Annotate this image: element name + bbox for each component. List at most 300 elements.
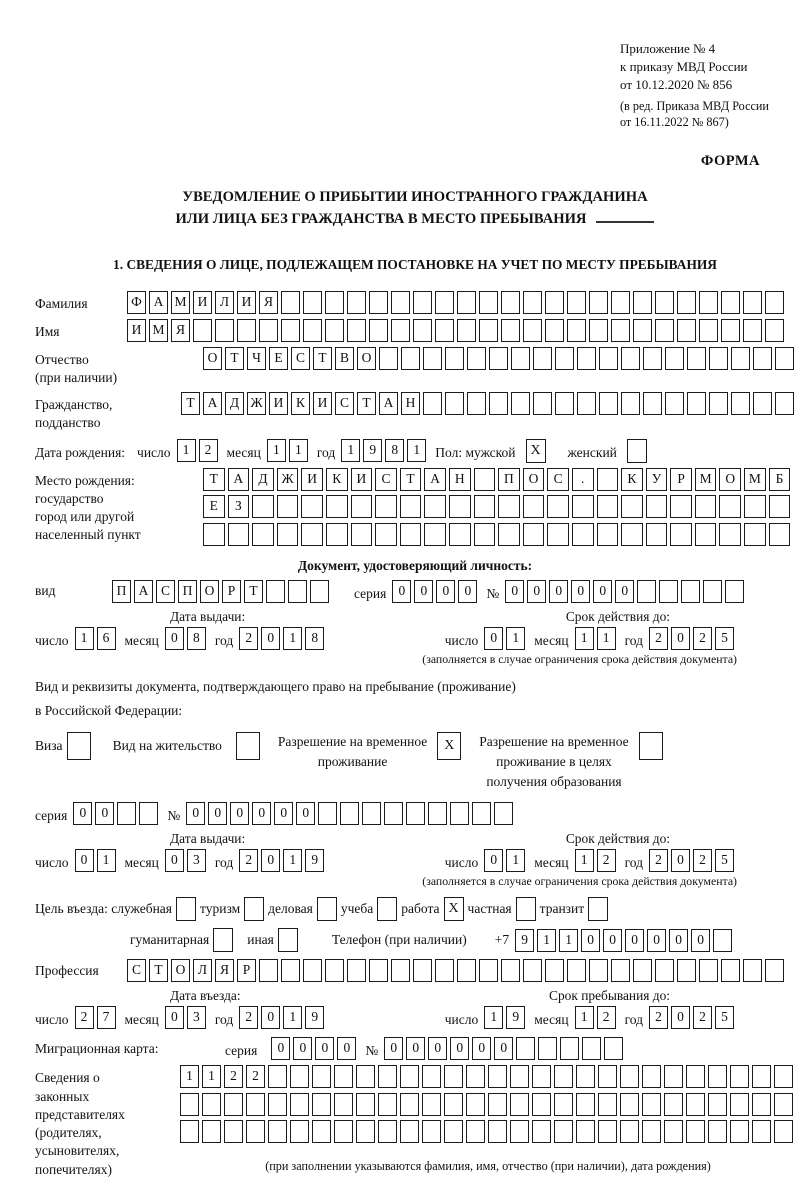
char-cell[interactable]: 0 <box>549 580 568 603</box>
char-cell[interactable]: Р <box>222 580 241 603</box>
char-cell[interactable] <box>474 523 496 546</box>
char-cell[interactable] <box>677 959 696 982</box>
char-cell[interactable]: 2 <box>693 627 712 650</box>
char-cell[interactable] <box>378 1093 397 1116</box>
char-cell[interactable] <box>457 319 476 342</box>
char-cell[interactable]: 0 <box>571 580 590 603</box>
char-cell[interactable] <box>356 1120 375 1143</box>
char-cell[interactable] <box>391 319 410 342</box>
char-cell[interactable]: 2 <box>224 1065 243 1088</box>
char-cell[interactable]: . <box>572 468 594 491</box>
visa-checkbox[interactable] <box>67 732 91 760</box>
char-cell[interactable] <box>687 347 706 370</box>
char-cell[interactable] <box>655 319 674 342</box>
char-cell[interactable] <box>532 1065 551 1088</box>
purpose-transit-checkbox[interactable] <box>588 897 608 921</box>
char-cell[interactable] <box>334 1120 353 1143</box>
char-cell[interactable]: Н <box>449 468 471 491</box>
char-cell[interactable] <box>277 495 299 518</box>
char-cell[interactable] <box>312 1093 331 1116</box>
char-cell[interactable]: 1 <box>537 929 556 952</box>
char-cell[interactable]: О <box>200 580 219 603</box>
char-cell[interactable] <box>489 347 508 370</box>
char-cell[interactable] <box>769 523 791 546</box>
char-cell[interactable]: Л <box>215 291 234 314</box>
char-cell[interactable] <box>532 1093 551 1116</box>
char-cell[interactable]: И <box>301 468 323 491</box>
char-cell[interactable] <box>611 291 630 314</box>
char-cell[interactable]: 0 <box>615 580 634 603</box>
char-cell[interactable]: 0 <box>472 1037 491 1060</box>
char-cell[interactable]: Я <box>171 319 190 342</box>
char-cell[interactable] <box>721 319 740 342</box>
char-cell[interactable]: 0 <box>494 1037 513 1060</box>
char-cell[interactable] <box>445 347 464 370</box>
char-cell[interactable]: 8 <box>305 627 324 650</box>
char-cell[interactable]: 1 <box>202 1065 221 1088</box>
char-cell[interactable] <box>599 347 618 370</box>
char-cell[interactable] <box>400 1120 419 1143</box>
char-cell[interactable] <box>699 291 718 314</box>
char-cell[interactable] <box>567 959 586 982</box>
char-cell[interactable] <box>523 523 545 546</box>
char-cell[interactable] <box>457 291 476 314</box>
char-cell[interactable]: Т <box>203 468 225 491</box>
char-cell[interactable]: М <box>149 319 168 342</box>
char-cell[interactable] <box>391 959 410 982</box>
char-cell[interactable]: С <box>291 347 310 370</box>
char-cell[interactable] <box>334 1065 353 1088</box>
char-cell[interactable] <box>498 495 520 518</box>
char-cell[interactable]: И <box>351 468 373 491</box>
char-cell[interactable]: 1 <box>75 627 94 650</box>
char-cell[interactable]: 0 <box>671 849 690 872</box>
char-cell[interactable] <box>775 392 794 415</box>
char-cell[interactable]: 9 <box>363 439 382 462</box>
char-cell[interactable] <box>259 319 278 342</box>
char-cell[interactable]: С <box>127 959 146 982</box>
char-cell[interactable]: 2 <box>649 627 668 650</box>
char-cell[interactable] <box>655 291 674 314</box>
char-cell[interactable]: 0 <box>527 580 546 603</box>
char-cell[interactable]: О <box>719 468 741 491</box>
char-cell[interactable] <box>708 1093 727 1116</box>
char-cell[interactable]: Я <box>215 959 234 982</box>
char-cell[interactable]: К <box>326 468 348 491</box>
char-cell[interactable] <box>659 580 678 603</box>
char-cell[interactable] <box>713 929 732 952</box>
char-cell[interactable]: 0 <box>671 627 690 650</box>
char-cell[interactable]: М <box>171 291 190 314</box>
char-cell[interactable]: Р <box>670 468 692 491</box>
purpose-study-checkbox[interactable] <box>377 897 397 921</box>
char-cell[interactable] <box>510 1093 529 1116</box>
char-cell[interactable]: 0 <box>165 627 184 650</box>
char-cell[interactable]: З <box>228 495 250 518</box>
char-cell[interactable]: 0 <box>450 1037 469 1060</box>
char-cell[interactable] <box>301 495 323 518</box>
char-cell[interactable] <box>598 1120 617 1143</box>
char-cell[interactable] <box>686 1065 705 1088</box>
char-cell[interactable]: 1 <box>559 929 578 952</box>
char-cell[interactable] <box>479 319 498 342</box>
char-cell[interactable] <box>413 959 432 982</box>
char-cell[interactable] <box>466 1093 485 1116</box>
char-cell[interactable]: 0 <box>296 802 315 825</box>
char-cell[interactable] <box>523 495 545 518</box>
char-cell[interactable] <box>252 495 274 518</box>
char-cell[interactable] <box>325 291 344 314</box>
char-cell[interactable]: 8 <box>187 627 206 650</box>
char-cell[interactable] <box>642 1093 661 1116</box>
char-cell[interactable] <box>687 392 706 415</box>
char-cell[interactable]: Ф <box>127 291 146 314</box>
char-cell[interactable]: П <box>498 468 520 491</box>
char-cell[interactable]: Т <box>400 468 422 491</box>
char-cell[interactable] <box>523 291 542 314</box>
char-cell[interactable]: 2 <box>693 849 712 872</box>
char-cell[interactable] <box>303 959 322 982</box>
char-cell[interactable]: 0 <box>261 1006 280 1029</box>
char-cell[interactable] <box>731 392 750 415</box>
char-cell[interactable] <box>523 959 542 982</box>
char-cell[interactable] <box>744 495 766 518</box>
char-cell[interactable] <box>423 347 442 370</box>
char-cell[interactable]: 0 <box>458 580 477 603</box>
char-cell[interactable] <box>488 1093 507 1116</box>
char-cell[interactable] <box>288 580 307 603</box>
char-cell[interactable] <box>621 495 643 518</box>
char-cell[interactable] <box>379 347 398 370</box>
char-cell[interactable] <box>424 495 446 518</box>
char-cell[interactable] <box>457 959 476 982</box>
char-cell[interactable] <box>555 347 574 370</box>
char-cell[interactable] <box>413 319 432 342</box>
char-cell[interactable]: 2 <box>239 627 258 650</box>
char-cell[interactable] <box>545 319 564 342</box>
char-cell[interactable] <box>356 1093 375 1116</box>
char-cell[interactable] <box>259 959 278 982</box>
char-cell[interactable] <box>422 1120 441 1143</box>
char-cell[interactable]: Н <box>401 392 420 415</box>
char-cell[interactable]: 2 <box>597 1006 616 1029</box>
char-cell[interactable]: 1 <box>289 439 308 462</box>
char-cell[interactable]: И <box>193 291 212 314</box>
char-cell[interactable] <box>467 392 486 415</box>
char-cell[interactable]: 9 <box>515 929 534 952</box>
char-cell[interactable] <box>703 580 722 603</box>
char-cell[interactable] <box>228 523 250 546</box>
char-cell[interactable]: И <box>237 291 256 314</box>
char-cell[interactable]: 6 <box>97 627 116 650</box>
char-cell[interactable] <box>642 1065 661 1088</box>
char-cell[interactable]: 5 <box>715 1006 734 1029</box>
char-cell[interactable] <box>281 291 300 314</box>
char-cell[interactable] <box>401 347 420 370</box>
purpose-tourism-checkbox[interactable] <box>244 897 264 921</box>
char-cell[interactable] <box>400 523 422 546</box>
char-cell[interactable] <box>479 959 498 982</box>
char-cell[interactable]: 2 <box>75 1006 94 1029</box>
char-cell[interactable]: 1 <box>283 1006 302 1029</box>
char-cell[interactable]: 0 <box>436 580 455 603</box>
char-cell[interactable]: Д <box>252 468 274 491</box>
char-cell[interactable]: 2 <box>239 849 258 872</box>
char-cell[interactable] <box>620 1120 639 1143</box>
char-cell[interactable] <box>215 319 234 342</box>
char-cell[interactable]: Я <box>259 291 278 314</box>
char-cell[interactable] <box>753 347 772 370</box>
char-cell[interactable]: А <box>228 468 250 491</box>
char-cell[interactable] <box>356 1065 375 1088</box>
char-cell[interactable] <box>709 347 728 370</box>
char-cell[interactable] <box>516 1037 535 1060</box>
char-cell[interactable] <box>576 1065 595 1088</box>
char-cell[interactable] <box>334 1093 353 1116</box>
char-cell[interactable] <box>369 959 388 982</box>
char-cell[interactable] <box>555 392 574 415</box>
char-cell[interactable] <box>310 580 329 603</box>
char-cell[interactable] <box>384 802 403 825</box>
char-cell[interactable] <box>378 1065 397 1088</box>
char-cell[interactable] <box>643 347 662 370</box>
char-cell[interactable] <box>435 291 454 314</box>
char-cell[interactable] <box>445 392 464 415</box>
char-cell[interactable]: Д <box>225 392 244 415</box>
char-cell[interactable] <box>202 1120 221 1143</box>
char-cell[interactable] <box>611 959 630 982</box>
char-cell[interactable] <box>449 523 471 546</box>
char-cell[interactable] <box>567 291 586 314</box>
char-cell[interactable] <box>765 319 784 342</box>
char-cell[interactable]: 1 <box>484 1006 503 1029</box>
char-cell[interactable] <box>423 392 442 415</box>
char-cell[interactable] <box>597 468 619 491</box>
purpose-private-checkbox[interactable] <box>516 897 536 921</box>
char-cell[interactable] <box>406 802 425 825</box>
char-cell[interactable] <box>347 319 366 342</box>
char-cell[interactable] <box>351 523 373 546</box>
char-cell[interactable]: И <box>127 319 146 342</box>
char-cell[interactable] <box>582 1037 601 1060</box>
char-cell[interactable]: 1 <box>341 439 360 462</box>
char-cell[interactable] <box>725 580 744 603</box>
char-cell[interactable] <box>665 392 684 415</box>
char-cell[interactable] <box>576 1120 595 1143</box>
char-cell[interactable] <box>572 495 594 518</box>
char-cell[interactable] <box>180 1120 199 1143</box>
char-cell[interactable]: 2 <box>246 1065 265 1088</box>
char-cell[interactable]: 9 <box>506 1006 525 1029</box>
char-cell[interactable] <box>753 392 772 415</box>
char-cell[interactable] <box>545 291 564 314</box>
char-cell[interactable] <box>266 580 285 603</box>
char-cell[interactable]: Т <box>181 392 200 415</box>
char-cell[interactable]: 3 <box>187 849 206 872</box>
char-cell[interactable]: 1 <box>283 849 302 872</box>
char-cell[interactable] <box>572 523 594 546</box>
char-cell[interactable]: С <box>156 580 175 603</box>
char-cell[interactable]: 0 <box>252 802 271 825</box>
char-cell[interactable]: К <box>621 468 643 491</box>
char-cell[interactable]: О <box>357 347 376 370</box>
char-cell[interactable] <box>731 347 750 370</box>
char-cell[interactable]: 2 <box>649 849 668 872</box>
char-cell[interactable]: 9 <box>305 849 324 872</box>
char-cell[interactable]: 0 <box>186 802 205 825</box>
char-cell[interactable] <box>351 495 373 518</box>
char-cell[interactable] <box>730 1065 749 1088</box>
purpose-business-checkbox[interactable] <box>317 897 337 921</box>
char-cell[interactable]: 1 <box>267 439 286 462</box>
char-cell[interactable]: 0 <box>593 580 612 603</box>
char-cell[interactable] <box>664 1065 683 1088</box>
char-cell[interactable] <box>743 291 762 314</box>
char-cell[interactable] <box>312 1065 331 1088</box>
char-cell[interactable]: 0 <box>505 580 524 603</box>
char-cell[interactable] <box>646 523 668 546</box>
char-cell[interactable] <box>466 1065 485 1088</box>
char-cell[interactable] <box>466 1120 485 1143</box>
char-cell[interactable]: А <box>203 392 222 415</box>
char-cell[interactable] <box>533 392 552 415</box>
char-cell[interactable]: 0 <box>625 929 644 952</box>
char-cell[interactable]: У <box>646 468 668 491</box>
char-cell[interactable] <box>246 1120 265 1143</box>
char-cell[interactable] <box>554 1093 573 1116</box>
char-cell[interactable] <box>677 319 696 342</box>
char-cell[interactable] <box>743 319 762 342</box>
char-cell[interactable] <box>765 959 784 982</box>
char-cell[interactable]: 1 <box>180 1065 199 1088</box>
char-cell[interactable] <box>472 802 491 825</box>
char-cell[interactable]: 0 <box>208 802 227 825</box>
char-cell[interactable] <box>224 1093 243 1116</box>
char-cell[interactable] <box>510 1065 529 1088</box>
char-cell[interactable] <box>774 1093 793 1116</box>
char-cell[interactable] <box>301 523 323 546</box>
char-cell[interactable] <box>474 495 496 518</box>
char-cell[interactable] <box>268 1065 287 1088</box>
char-cell[interactable]: Л <box>193 959 212 982</box>
char-cell[interactable]: 0 <box>73 802 92 825</box>
char-cell[interactable]: Ж <box>247 392 266 415</box>
sex-female-checkbox[interactable] <box>627 439 647 463</box>
char-cell[interactable]: 1 <box>177 439 196 462</box>
char-cell[interactable]: 3 <box>187 1006 206 1029</box>
char-cell[interactable] <box>611 319 630 342</box>
char-cell[interactable] <box>303 319 322 342</box>
temp-residence-checkbox[interactable]: X <box>437 732 461 760</box>
char-cell[interactable]: 0 <box>671 1006 690 1029</box>
char-cell[interactable] <box>708 1120 727 1143</box>
char-cell[interactable] <box>577 347 596 370</box>
char-cell[interactable] <box>400 1093 419 1116</box>
char-cell[interactable] <box>598 1065 617 1088</box>
char-cell[interactable] <box>428 802 447 825</box>
char-cell[interactable]: 2 <box>649 1006 668 1029</box>
char-cell[interactable] <box>643 392 662 415</box>
char-cell[interactable]: О <box>203 347 222 370</box>
char-cell[interactable] <box>369 319 388 342</box>
char-cell[interactable] <box>246 1093 265 1116</box>
char-cell[interactable]: П <box>178 580 197 603</box>
char-cell[interactable] <box>193 319 212 342</box>
purpose-humanitarian-checkbox[interactable] <box>213 928 233 952</box>
char-cell[interactable] <box>708 1065 727 1088</box>
char-cell[interactable] <box>450 802 469 825</box>
char-cell[interactable] <box>599 392 618 415</box>
char-cell[interactable]: 0 <box>165 1006 184 1029</box>
char-cell[interactable]: Е <box>269 347 288 370</box>
char-cell[interactable]: 0 <box>392 580 411 603</box>
char-cell[interactable] <box>326 523 348 546</box>
char-cell[interactable]: 9 <box>305 1006 324 1029</box>
char-cell[interactable]: 2 <box>239 1006 258 1029</box>
char-cell[interactable] <box>752 1093 771 1116</box>
char-cell[interactable] <box>633 319 652 342</box>
char-cell[interactable] <box>498 523 520 546</box>
char-cell[interactable] <box>621 392 640 415</box>
char-cell[interactable] <box>589 291 608 314</box>
char-cell[interactable]: О <box>171 959 190 982</box>
char-cell[interactable] <box>489 392 508 415</box>
char-cell[interactable] <box>765 291 784 314</box>
char-cell[interactable] <box>604 1037 623 1060</box>
char-cell[interactable] <box>576 1093 595 1116</box>
char-cell[interactable]: 0 <box>261 627 280 650</box>
char-cell[interactable] <box>449 495 471 518</box>
char-cell[interactable] <box>501 291 520 314</box>
char-cell[interactable] <box>400 1065 419 1088</box>
char-cell[interactable]: А <box>134 580 153 603</box>
char-cell[interactable]: Т <box>244 580 263 603</box>
char-cell[interactable] <box>533 347 552 370</box>
char-cell[interactable] <box>444 1120 463 1143</box>
char-cell[interactable] <box>326 495 348 518</box>
char-cell[interactable]: Ж <box>277 468 299 491</box>
char-cell[interactable] <box>325 959 344 982</box>
char-cell[interactable] <box>554 1065 573 1088</box>
char-cell[interactable]: Ч <box>247 347 266 370</box>
char-cell[interactable] <box>545 959 564 982</box>
char-cell[interactable] <box>378 1120 397 1143</box>
char-cell[interactable] <box>664 1093 683 1116</box>
char-cell[interactable] <box>444 1093 463 1116</box>
char-cell[interactable]: 0 <box>428 1037 447 1060</box>
char-cell[interactable] <box>774 1120 793 1143</box>
char-cell[interactable]: 0 <box>230 802 249 825</box>
char-cell[interactable]: С <box>547 468 569 491</box>
char-cell[interactable]: 1 <box>506 627 525 650</box>
char-cell[interactable]: И <box>313 392 332 415</box>
char-cell[interactable]: 0 <box>406 1037 425 1060</box>
char-cell[interactable] <box>312 1120 331 1143</box>
char-cell[interactable]: 5 <box>715 627 734 650</box>
char-cell[interactable] <box>633 291 652 314</box>
char-cell[interactable] <box>290 1065 309 1088</box>
char-cell[interactable] <box>597 495 619 518</box>
char-cell[interactable] <box>501 959 520 982</box>
char-cell[interactable] <box>681 580 700 603</box>
char-cell[interactable] <box>375 495 397 518</box>
char-cell[interactable] <box>277 523 299 546</box>
residence-permit-checkbox[interactable] <box>236 732 260 760</box>
char-cell[interactable] <box>637 580 656 603</box>
char-cell[interactable]: В <box>335 347 354 370</box>
char-cell[interactable] <box>567 319 586 342</box>
char-cell[interactable]: 0 <box>484 627 503 650</box>
